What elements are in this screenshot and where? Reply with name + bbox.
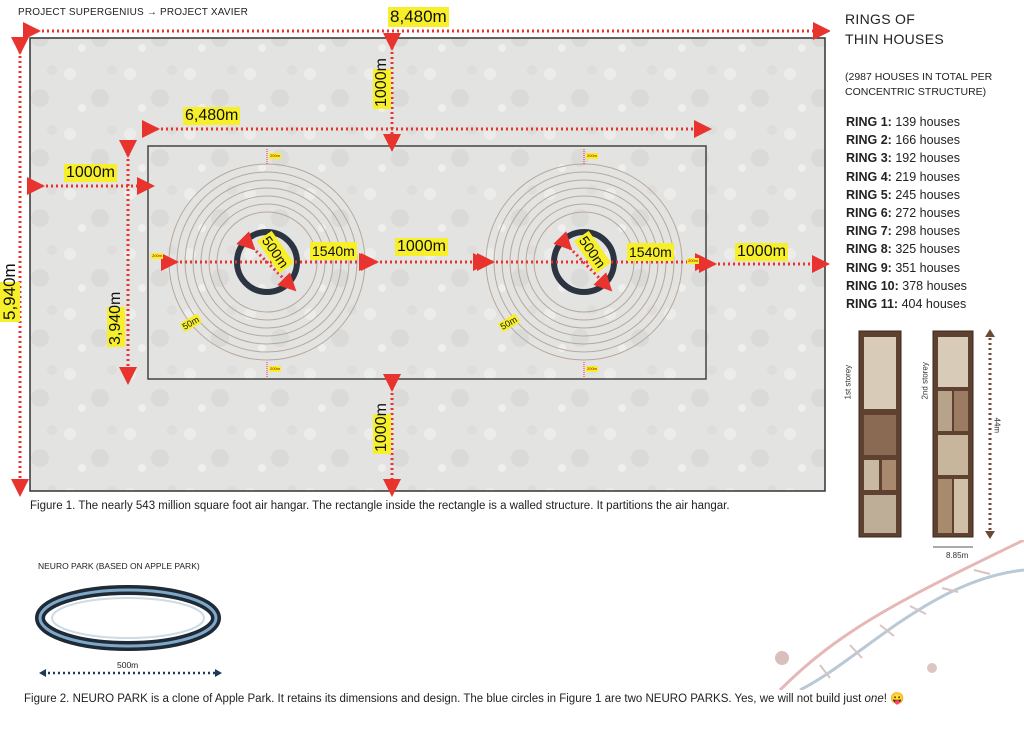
sidebar-note-line2: CONCENTRIC STRUCTURE) [845, 86, 987, 98]
ring-item [846, 240, 967, 258]
figure2-caption [24, 691, 904, 705]
ring-label: RING 7: [846, 224, 892, 239]
sidebar-title-line1: RINGS OF [845, 11, 916, 27]
project-title: PROJECT SUPERGENIUS → PROJECT XAVIER [18, 7, 249, 18]
ring-item [846, 113, 967, 131]
hangar-height-wrap [0, 263, 30, 320]
ring-value: 298 houses [895, 224, 960, 239]
neuro-park-title: NEURO PARK (BASED ON APPLE PARK) [38, 561, 200, 571]
ring-label: RING 2: [846, 133, 892, 148]
ring-item [846, 295, 967, 313]
ring-value: 351 houses [895, 260, 960, 275]
ring-value: 272 houses [895, 206, 960, 221]
ring-value: 192 houses [895, 151, 960, 166]
ring-item [846, 131, 967, 149]
dna-helix-decoration [760, 540, 1024, 690]
ring-item [846, 186, 967, 204]
sidebar-note-line1: (2987 HOUSES IN TOTAL PER [845, 71, 993, 83]
ring-item [846, 222, 967, 240]
figure2-caption-emphasis: one [864, 693, 884, 705]
ring-item [846, 149, 967, 167]
ring-label: RING 6: [846, 206, 892, 221]
park-left-side-small: 200m [152, 253, 163, 258]
left-gap-label: 1000m [66, 164, 115, 181]
ring-item [846, 168, 967, 186]
park-left-span-label: 1540m [312, 243, 355, 259]
bottom-gap-label: 1000m [373, 403, 390, 452]
rings-list [846, 113, 967, 313]
floor-height-wrap [985, 417, 1009, 437]
second-storey-wrap [905, 362, 945, 400]
ring-label: RING 5: [846, 187, 892, 202]
house-floorplans [840, 325, 1020, 560]
park-right-span-label: 1540m [629, 244, 672, 260]
ring-label: RING 11: [846, 297, 899, 312]
ring-item [846, 259, 967, 277]
first-storey-label: 1st storey [843, 364, 853, 400]
sidebar-title-line2: THIN HOUSES [845, 31, 944, 47]
ring-label: RING 1: [846, 115, 892, 129]
first-storey-wrap [828, 364, 868, 400]
ring-item [846, 277, 967, 295]
figure2-caption-text: Figure 2. NEURO PARK is a clone of Apple Park. It retains its dimensions and design. The blue circles in Figure 1 are two NEURO PARKS. Yes, we will not build just [24, 693, 865, 705]
park-right-top-small: 200m [587, 153, 598, 158]
top-gap-label: 1000m [373, 58, 390, 107]
ring-value: 166 houses [895, 133, 960, 148]
park-left-ring-width-label: 50m [180, 314, 201, 332]
ring-label: RING 4: [846, 169, 892, 184]
ring-label: RING 8: [846, 242, 892, 257]
hangar-height-label: 5,940m [0, 263, 19, 320]
park-right-bottom-small: 200m [587, 366, 598, 371]
between-parks-label: 1000m [397, 238, 446, 255]
sidebar-note [845, 70, 992, 100]
inner-width-label: 6,480m [185, 107, 239, 124]
ring-value: 139 houses [895, 115, 960, 129]
floorplan-1st-storey [859, 331, 901, 537]
second-storey-label: 2nd storey [920, 362, 930, 400]
ring-value: 404 houses [901, 297, 967, 312]
park-right-radius-label: 500m [574, 231, 611, 273]
park-right-side-small: 200m [688, 258, 699, 263]
floor-height-label: 44m [992, 417, 1002, 434]
ring-label: RING 9: [846, 260, 892, 275]
park-right-ring-width-label: 50m [498, 314, 519, 332]
ring-value: 219 houses [895, 169, 960, 184]
ring-value: 378 houses [902, 278, 967, 293]
park-left-top-small: 200m [270, 153, 281, 158]
floor-width-label: 8.85m [946, 551, 969, 560]
figure1-caption: Figure 1. The nearly 543 million square foot air hangar. The rectangle inside the rectangle is a walled structure. It partitions the air hangar. [30, 500, 730, 512]
inner-height-label: 3,940m [107, 291, 124, 345]
figure2-caption-end: ! 😛 [883, 693, 905, 705]
bottom-gap-wrap [362, 403, 402, 452]
floorplan-2nd-storey [933, 331, 973, 537]
hangar-width-label: 8,480m [390, 7, 447, 26]
sidebar-title [845, 9, 944, 49]
neuro-park-width-label: 500m [117, 660, 139, 670]
park-left-bottom-small: 200m [270, 366, 281, 371]
top-gap-wrap [362, 58, 402, 107]
park-left-radius-label: 500m [257, 231, 294, 273]
ring-value: 245 houses [895, 187, 960, 202]
ring-label: RING 10: [846, 278, 899, 293]
ring-label: RING 3: [846, 151, 892, 166]
right-gap-label: 1000m [737, 243, 786, 260]
ring-value: 325 houses [895, 242, 960, 257]
inner-height-wrap [96, 291, 136, 345]
ring-item [846, 204, 967, 222]
